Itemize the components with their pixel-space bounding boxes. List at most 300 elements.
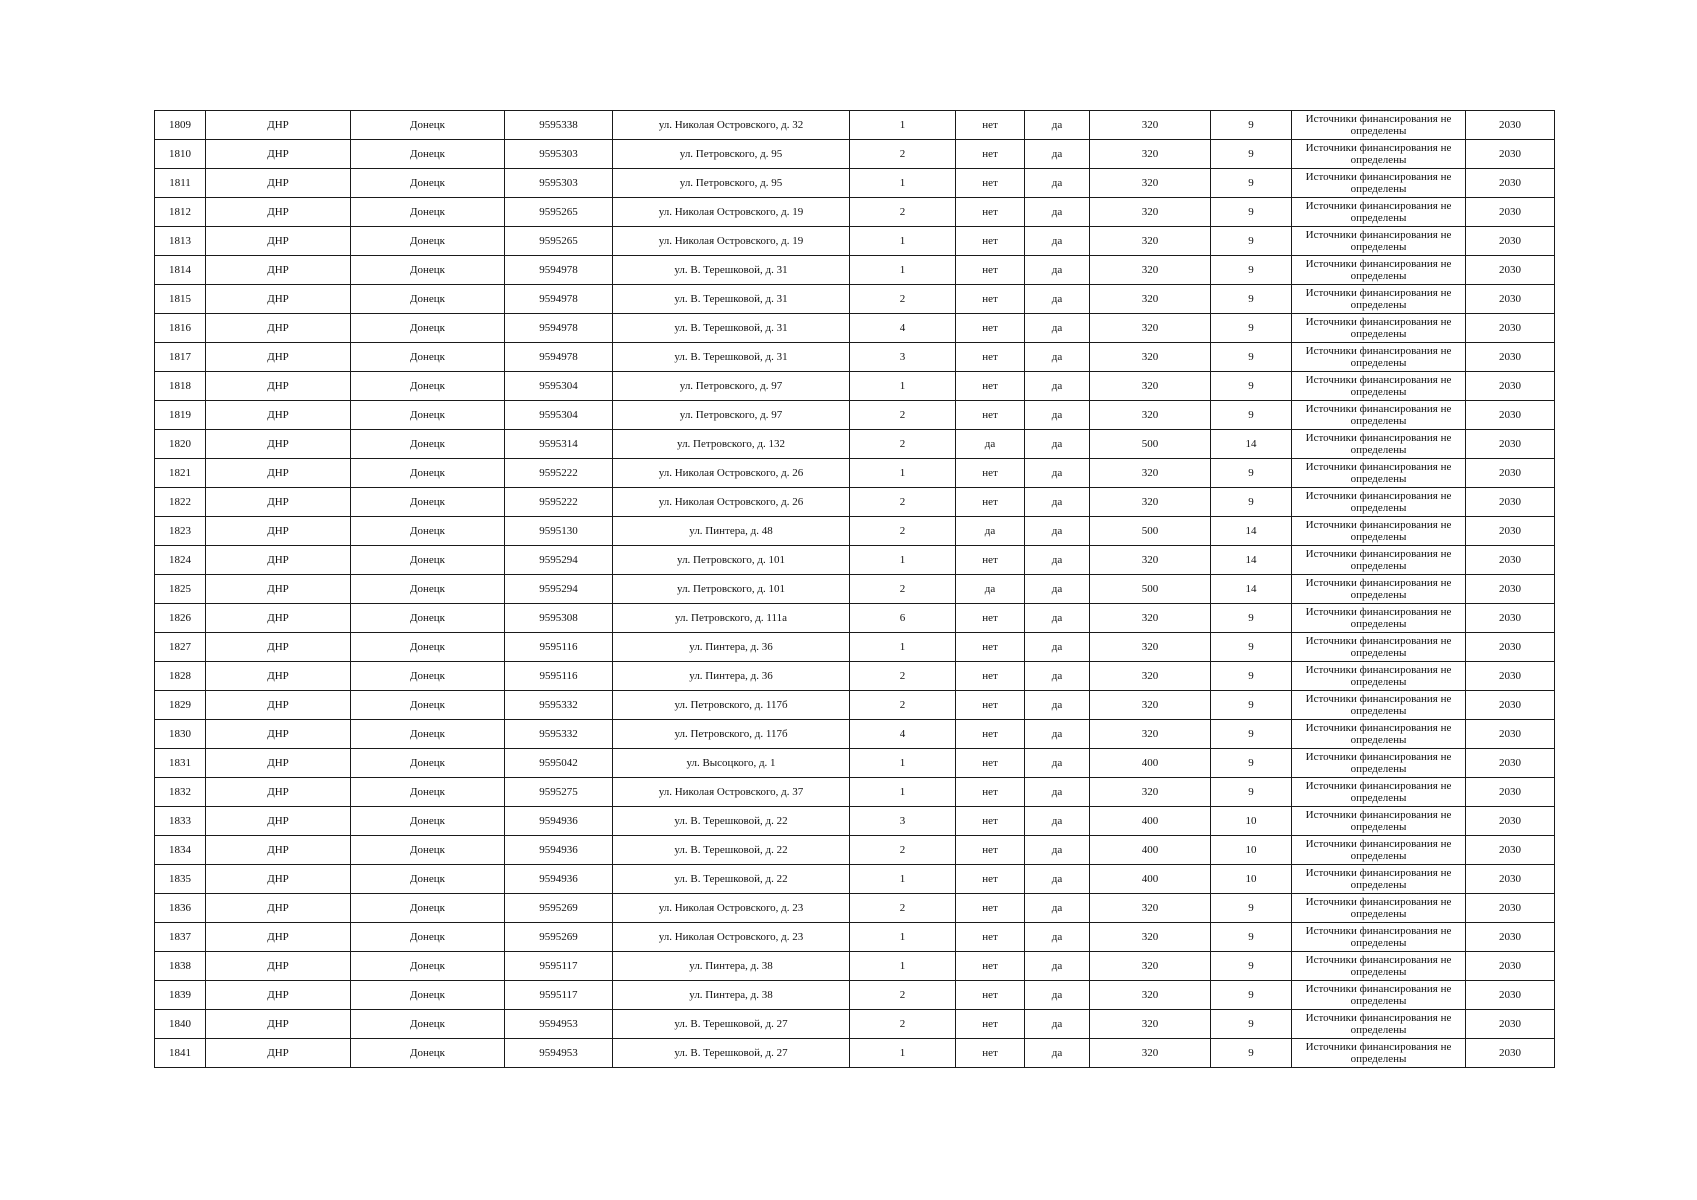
table-row (155, 720, 1555, 749)
cell-capacity: 320 (1090, 227, 1211, 256)
cell-year: 2030 (1466, 140, 1555, 169)
cell-entrance: 1 (850, 749, 956, 778)
cell-entrance: 2 (850, 285, 956, 314)
cell-region: ДНР (206, 517, 351, 546)
cell-funding-source: Источники финансирования не определены (1292, 691, 1466, 720)
cell-building-id: 9595303 (505, 140, 613, 169)
cell-building-id: 9595265 (505, 227, 613, 256)
cell-entrance: 1 (850, 546, 956, 575)
cell-floors: 9 (1211, 111, 1292, 140)
cell-flag-1: нет (956, 314, 1025, 343)
cell-row-number: 1824 (155, 546, 206, 575)
cell-flag-1: нет (956, 952, 1025, 981)
cell-funding-source: Источники финансирования не определены (1292, 343, 1466, 372)
cell-flag-1: нет (956, 604, 1025, 633)
cell-region: ДНР (206, 1039, 351, 1068)
cell-row-number: 1838 (155, 952, 206, 981)
cell-year: 2030 (1466, 314, 1555, 343)
cell-floors: 14 (1211, 430, 1292, 459)
cell-region: ДНР (206, 981, 351, 1010)
cell-funding-source: Источники финансирования не определены (1292, 662, 1466, 691)
cell-capacity: 320 (1090, 372, 1211, 401)
cell-floors: 9 (1211, 488, 1292, 517)
cell-funding-source: Источники финансирования не определены (1292, 981, 1466, 1010)
cell-flag-1: нет (956, 1010, 1025, 1039)
cell-row-number: 1827 (155, 633, 206, 662)
cell-year: 2030 (1466, 285, 1555, 314)
cell-building-id: 9595042 (505, 749, 613, 778)
cell-capacity: 400 (1090, 865, 1211, 894)
cell-capacity: 320 (1090, 140, 1211, 169)
cell-floors: 14 (1211, 575, 1292, 604)
cell-building-id: 9595294 (505, 546, 613, 575)
table-row (155, 546, 1555, 575)
cell-capacity: 320 (1090, 981, 1211, 1010)
table-row (155, 952, 1555, 981)
cell-flag-2: да (1025, 401, 1090, 430)
cell-flag-2: да (1025, 807, 1090, 836)
cell-entrance: 1 (850, 865, 956, 894)
cell-flag-1: нет (956, 836, 1025, 865)
cell-year: 2030 (1466, 546, 1555, 575)
cell-row-number: 1817 (155, 343, 206, 372)
cell-row-number: 1816 (155, 314, 206, 343)
cell-year: 2030 (1466, 401, 1555, 430)
table-row (155, 430, 1555, 459)
cell-address: ул. Петровского, д. 117б (613, 720, 850, 749)
cell-floors: 9 (1211, 662, 1292, 691)
table-row (155, 140, 1555, 169)
cell-city: Донецк (351, 807, 505, 836)
cell-address: ул. Николая Островского, д. 23 (613, 894, 850, 923)
cell-building-id: 9595222 (505, 459, 613, 488)
cell-capacity: 400 (1090, 836, 1211, 865)
cell-flag-1: нет (956, 488, 1025, 517)
cell-row-number: 1821 (155, 459, 206, 488)
cell-capacity: 320 (1090, 488, 1211, 517)
cell-funding-source: Источники финансирования не определены (1292, 401, 1466, 430)
cell-floors: 10 (1211, 836, 1292, 865)
cell-building-id: 9595116 (505, 662, 613, 691)
cell-entrance: 4 (850, 314, 956, 343)
cell-year: 2030 (1466, 865, 1555, 894)
cell-floors: 9 (1211, 778, 1292, 807)
cell-year: 2030 (1466, 691, 1555, 720)
cell-building-id: 9594978 (505, 256, 613, 285)
cell-region: ДНР (206, 691, 351, 720)
cell-address: ул. Николая Островского, д. 19 (613, 198, 850, 227)
cell-region: ДНР (206, 865, 351, 894)
table-row (155, 401, 1555, 430)
cell-flag-2: да (1025, 662, 1090, 691)
table-row (155, 517, 1555, 546)
cell-year: 2030 (1466, 575, 1555, 604)
cell-flag-2: да (1025, 111, 1090, 140)
cell-region: ДНР (206, 836, 351, 865)
cell-row-number: 1832 (155, 778, 206, 807)
cell-address: ул. Петровского, д. 97 (613, 401, 850, 430)
cell-floors: 9 (1211, 285, 1292, 314)
cell-entrance: 2 (850, 981, 956, 1010)
cell-building-id: 9595338 (505, 111, 613, 140)
cell-entrance: 3 (850, 343, 956, 372)
cell-flag-2: да (1025, 488, 1090, 517)
cell-entrance: 1 (850, 227, 956, 256)
cell-capacity: 320 (1090, 169, 1211, 198)
cell-flag-2: да (1025, 691, 1090, 720)
cell-region: ДНР (206, 140, 351, 169)
cell-year: 2030 (1466, 256, 1555, 285)
table-row (155, 865, 1555, 894)
table-row (155, 633, 1555, 662)
cell-flag-1: да (956, 430, 1025, 459)
cell-flag-1: нет (956, 459, 1025, 488)
cell-region: ДНР (206, 894, 351, 923)
cell-floors: 9 (1211, 604, 1292, 633)
table-row (155, 285, 1555, 314)
cell-entrance: 3 (850, 807, 956, 836)
cell-funding-source: Источники финансирования не определены (1292, 256, 1466, 285)
cell-address: ул. Высоцкого, д. 1 (613, 749, 850, 778)
cell-year: 2030 (1466, 430, 1555, 459)
cell-row-number: 1837 (155, 923, 206, 952)
cell-flag-1: нет (956, 111, 1025, 140)
cell-entrance: 2 (850, 836, 956, 865)
cell-address: ул. Пинтера, д. 36 (613, 662, 850, 691)
cell-entrance: 2 (850, 1010, 956, 1039)
cell-building-id: 9595314 (505, 430, 613, 459)
cell-city: Донецк (351, 691, 505, 720)
table-row (155, 111, 1555, 140)
cell-funding-source: Источники финансирования не определены (1292, 517, 1466, 546)
cell-address: ул. Николая Островского, д. 32 (613, 111, 850, 140)
cell-year: 2030 (1466, 1039, 1555, 1068)
cell-city: Донецк (351, 140, 505, 169)
cell-row-number: 1829 (155, 691, 206, 720)
cell-year: 2030 (1466, 111, 1555, 140)
cell-flag-1: да (956, 575, 1025, 604)
cell-funding-source: Источники финансирования не определены (1292, 807, 1466, 836)
cell-flag-2: да (1025, 198, 1090, 227)
table-row (155, 691, 1555, 720)
cell-row-number: 1809 (155, 111, 206, 140)
cell-city: Донецк (351, 488, 505, 517)
cell-floors: 14 (1211, 546, 1292, 575)
cell-building-id: 9595269 (505, 923, 613, 952)
cell-building-id: 9595265 (505, 198, 613, 227)
cell-year: 2030 (1466, 720, 1555, 749)
cell-region: ДНР (206, 546, 351, 575)
cell-funding-source: Источники финансирования не определены (1292, 720, 1466, 749)
cell-city: Донецк (351, 401, 505, 430)
table-row (155, 227, 1555, 256)
cell-row-number: 1839 (155, 981, 206, 1010)
cell-building-id: 9595130 (505, 517, 613, 546)
cell-row-number: 1840 (155, 1010, 206, 1039)
table-row (155, 372, 1555, 401)
cell-city: Донецк (351, 198, 505, 227)
cell-year: 2030 (1466, 749, 1555, 778)
cell-building-id: 9594978 (505, 343, 613, 372)
cell-region: ДНР (206, 198, 351, 227)
cell-region: ДНР (206, 343, 351, 372)
cell-year: 2030 (1466, 836, 1555, 865)
cell-funding-source: Источники финансирования не определены (1292, 111, 1466, 140)
cell-flag-1: нет (956, 894, 1025, 923)
cell-year: 2030 (1466, 517, 1555, 546)
cell-flag-1: нет (956, 372, 1025, 401)
cell-flag-2: да (1025, 1010, 1090, 1039)
table-row (155, 314, 1555, 343)
cell-region: ДНР (206, 633, 351, 662)
cell-capacity: 320 (1090, 720, 1211, 749)
cell-year: 2030 (1466, 604, 1555, 633)
cell-year: 2030 (1466, 169, 1555, 198)
cell-flag-2: да (1025, 604, 1090, 633)
cell-floors: 9 (1211, 894, 1292, 923)
cell-address: ул. Николая Островского, д. 26 (613, 459, 850, 488)
cell-flag-2: да (1025, 1039, 1090, 1068)
cell-flag-2: да (1025, 372, 1090, 401)
cell-capacity: 320 (1090, 604, 1211, 633)
cell-building-id: 9595116 (505, 633, 613, 662)
cell-row-number: 1819 (155, 401, 206, 430)
cell-city: Донецк (351, 894, 505, 923)
cell-capacity: 320 (1090, 894, 1211, 923)
cell-row-number: 1818 (155, 372, 206, 401)
cell-flag-2: да (1025, 633, 1090, 662)
cell-flag-1: нет (956, 923, 1025, 952)
cell-building-id: 9594978 (505, 285, 613, 314)
cell-region: ДНР (206, 1010, 351, 1039)
cell-city: Донецк (351, 256, 505, 285)
cell-entrance: 2 (850, 517, 956, 546)
cell-address: ул. Петровского, д. 95 (613, 140, 850, 169)
cell-building-id: 9595294 (505, 575, 613, 604)
cell-year: 2030 (1466, 488, 1555, 517)
cell-capacity: 320 (1090, 314, 1211, 343)
cell-capacity: 320 (1090, 662, 1211, 691)
cell-year: 2030 (1466, 981, 1555, 1010)
cell-flag-1: нет (956, 662, 1025, 691)
cell-flag-1: нет (956, 633, 1025, 662)
cell-flag-2: да (1025, 894, 1090, 923)
cell-region: ДНР (206, 227, 351, 256)
cell-city: Донецк (351, 227, 505, 256)
cell-building-id: 9595332 (505, 720, 613, 749)
cell-flag-2: да (1025, 430, 1090, 459)
cell-row-number: 1825 (155, 575, 206, 604)
cell-capacity: 500 (1090, 517, 1211, 546)
cell-flag-2: да (1025, 720, 1090, 749)
cell-entrance: 1 (850, 778, 956, 807)
cell-entrance: 1 (850, 459, 956, 488)
cell-region: ДНР (206, 169, 351, 198)
cell-entrance: 2 (850, 401, 956, 430)
cell-flag-1: нет (956, 198, 1025, 227)
cell-row-number: 1836 (155, 894, 206, 923)
cell-flag-1: нет (956, 691, 1025, 720)
cell-address: ул. Николая Островского, д. 23 (613, 923, 850, 952)
cell-address: ул. Петровского, д. 132 (613, 430, 850, 459)
cell-flag-2: да (1025, 981, 1090, 1010)
cell-address: ул. В. Терешковой, д. 22 (613, 836, 850, 865)
cell-year: 2030 (1466, 894, 1555, 923)
cell-address: ул. Пинтера, д. 38 (613, 952, 850, 981)
table-row (155, 894, 1555, 923)
cell-region: ДНР (206, 372, 351, 401)
cell-city: Донецк (351, 749, 505, 778)
cell-flag-1: нет (956, 749, 1025, 778)
cell-region: ДНР (206, 285, 351, 314)
cell-building-id: 9595222 (505, 488, 613, 517)
cell-entrance: 1 (850, 372, 956, 401)
cell-entrance: 1 (850, 1039, 956, 1068)
cell-entrance: 2 (850, 430, 956, 459)
cell-funding-source: Источники финансирования не определены (1292, 430, 1466, 459)
table-row (155, 169, 1555, 198)
cell-funding-source: Источники финансирования не определены (1292, 865, 1466, 894)
cell-floors: 9 (1211, 256, 1292, 285)
cell-address: ул. В. Терешковой, д. 22 (613, 865, 850, 894)
cell-funding-source: Источники финансирования не определены (1292, 923, 1466, 952)
cell-funding-source: Источники финансирования не определены (1292, 488, 1466, 517)
cell-entrance: 2 (850, 662, 956, 691)
table-row (155, 981, 1555, 1010)
table-row (155, 1039, 1555, 1068)
cell-capacity: 320 (1090, 111, 1211, 140)
cell-address: ул. Пинтера, д. 36 (613, 633, 850, 662)
cell-region: ДНР (206, 256, 351, 285)
cell-year: 2030 (1466, 778, 1555, 807)
cell-building-id: 9595308 (505, 604, 613, 633)
cell-flag-2: да (1025, 343, 1090, 372)
cell-funding-source: Источники финансирования не определены (1292, 604, 1466, 633)
cell-entrance: 6 (850, 604, 956, 633)
cell-region: ДНР (206, 778, 351, 807)
cell-row-number: 1833 (155, 807, 206, 836)
cell-region: ДНР (206, 923, 351, 952)
cell-capacity: 400 (1090, 749, 1211, 778)
cell-region: ДНР (206, 430, 351, 459)
cell-entrance: 2 (850, 691, 956, 720)
cell-city: Донецк (351, 314, 505, 343)
cell-floors: 14 (1211, 517, 1292, 546)
cell-region: ДНР (206, 952, 351, 981)
cell-floors: 9 (1211, 749, 1292, 778)
cell-flag-2: да (1025, 227, 1090, 256)
cell-floors: 10 (1211, 807, 1292, 836)
cell-flag-2: да (1025, 546, 1090, 575)
cell-funding-source: Источники финансирования не определены (1292, 749, 1466, 778)
cell-city: Донецк (351, 343, 505, 372)
cell-row-number: 1841 (155, 1039, 206, 1068)
cell-region: ДНР (206, 401, 351, 430)
cell-city: Донецк (351, 720, 505, 749)
cell-floors: 9 (1211, 952, 1292, 981)
cell-funding-source: Источники финансирования не определены (1292, 372, 1466, 401)
cell-funding-source: Источники финансирования не определены (1292, 1039, 1466, 1068)
cell-year: 2030 (1466, 923, 1555, 952)
cell-city: Донецк (351, 865, 505, 894)
cell-building-id: 9595275 (505, 778, 613, 807)
cell-flag-1: нет (956, 169, 1025, 198)
cell-funding-source: Источники финансирования не определены (1292, 459, 1466, 488)
cell-entrance: 2 (850, 488, 956, 517)
cell-city: Донецк (351, 111, 505, 140)
cell-building-id: 9595269 (505, 894, 613, 923)
cell-flag-2: да (1025, 459, 1090, 488)
cell-city: Донецк (351, 662, 505, 691)
cell-funding-source: Источники финансирования не определены (1292, 1010, 1466, 1039)
cell-floors: 9 (1211, 198, 1292, 227)
cell-region: ДНР (206, 459, 351, 488)
table-row (155, 778, 1555, 807)
cell-entrance: 4 (850, 720, 956, 749)
cell-address: ул. В. Терешковой, д. 27 (613, 1039, 850, 1068)
cell-city: Донецк (351, 633, 505, 662)
cell-year: 2030 (1466, 198, 1555, 227)
cell-address: ул. В. Терешковой, д. 31 (613, 343, 850, 372)
cell-floors: 9 (1211, 227, 1292, 256)
cell-funding-source: Источники финансирования не определены (1292, 633, 1466, 662)
table-row (155, 604, 1555, 633)
cell-floors: 9 (1211, 720, 1292, 749)
cell-flag-2: да (1025, 952, 1090, 981)
table-row (155, 488, 1555, 517)
cell-flag-1: нет (956, 401, 1025, 430)
cell-entrance: 2 (850, 575, 956, 604)
cell-address: ул. Николая Островского, д. 19 (613, 227, 850, 256)
cell-capacity: 320 (1090, 1039, 1211, 1068)
cell-city: Донецк (351, 1039, 505, 1068)
cell-funding-source: Источники финансирования не определены (1292, 227, 1466, 256)
cell-entrance: 1 (850, 111, 956, 140)
cell-capacity: 500 (1090, 575, 1211, 604)
cell-floors: 9 (1211, 981, 1292, 1010)
cell-address: ул. Петровского, д. 95 (613, 169, 850, 198)
cell-row-number: 1810 (155, 140, 206, 169)
cell-region: ДНР (206, 488, 351, 517)
cell-address: ул. Петровского, д. 97 (613, 372, 850, 401)
cell-building-id: 9595117 (505, 981, 613, 1010)
cell-entrance: 1 (850, 633, 956, 662)
cell-year: 2030 (1466, 807, 1555, 836)
cell-city: Донецк (351, 952, 505, 981)
cell-capacity: 320 (1090, 401, 1211, 430)
cell-flag-1: да (956, 517, 1025, 546)
table-row (155, 343, 1555, 372)
cell-capacity: 320 (1090, 285, 1211, 314)
cell-entrance: 2 (850, 894, 956, 923)
cell-flag-2: да (1025, 517, 1090, 546)
cell-building-id: 9595304 (505, 372, 613, 401)
cell-building-id: 9594936 (505, 865, 613, 894)
cell-funding-source: Источники финансирования не определены (1292, 314, 1466, 343)
cell-floors: 9 (1211, 169, 1292, 198)
cell-funding-source: Источники финансирования не определены (1292, 836, 1466, 865)
cell-address: ул. Николая Островского, д. 26 (613, 488, 850, 517)
cell-address: ул. Пинтера, д. 48 (613, 517, 850, 546)
cell-funding-source: Источники финансирования не определены (1292, 952, 1466, 981)
cell-city: Донецк (351, 836, 505, 865)
cell-row-number: 1811 (155, 169, 206, 198)
cell-row-number: 1831 (155, 749, 206, 778)
cell-year: 2030 (1466, 952, 1555, 981)
cell-flag-1: нет (956, 256, 1025, 285)
cell-flag-2: да (1025, 778, 1090, 807)
cell-floors: 9 (1211, 140, 1292, 169)
